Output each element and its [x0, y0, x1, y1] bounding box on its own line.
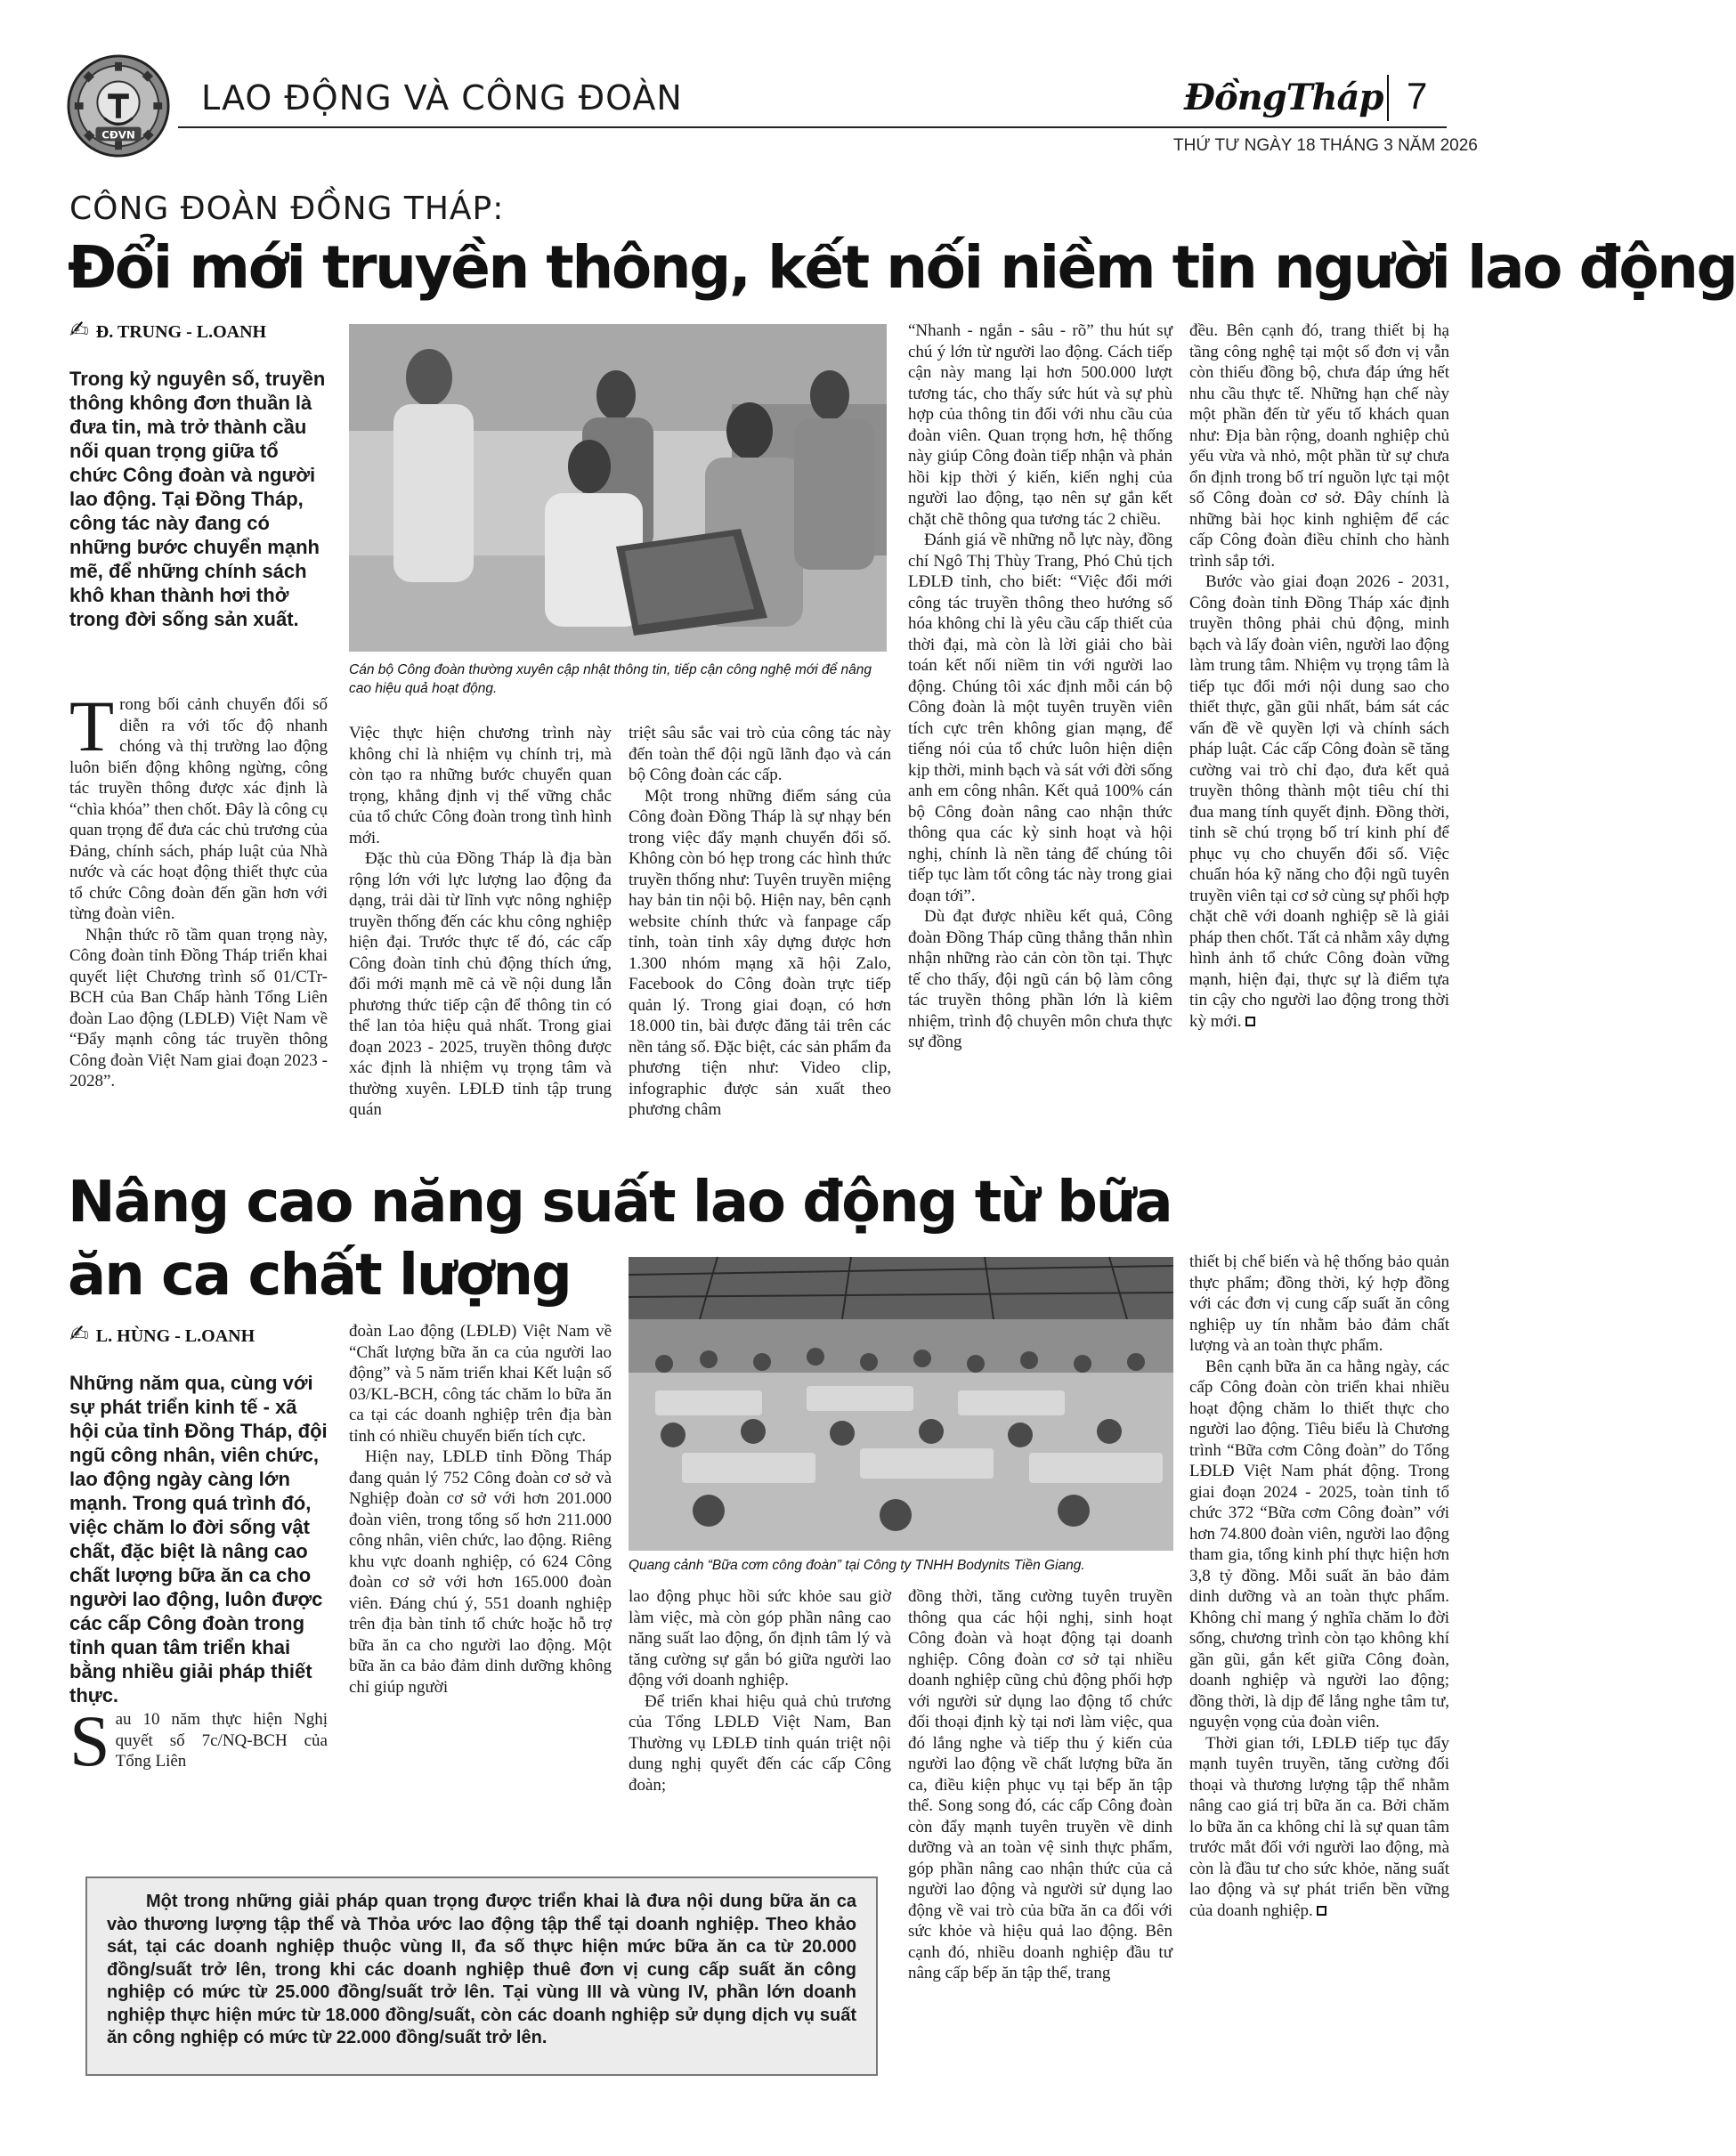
svg-text:CĐVN: CĐVN — [101, 128, 135, 142]
closing-text: Thời gian tới, LĐLĐ tiếp tục đẩy mạnh tuyên truyền, tăng cường đối thoại và thương lượng tập thể nhằm nâng cao giá trị bữa ăn ca. Bởi chăm lo bữa ăn ca không chỉ là sự quan tâm trước mắt đối với người lao động, mà còn là đầu tư cho sức khỏe, năng suất lao động và sự phát triển bền vững của doanh nghiệp. — [1189, 1733, 1449, 1920]
paragraph — [1189, 1733, 1449, 1922]
article1-column-1 — [69, 685, 328, 1092]
article1-column-3 — [629, 723, 891, 1121]
paragraph: Một trong những điểm sáng của Công đoàn Đồng Tháp là sự nhạy bén trong việc đẩy mạnh chuyển đổi số. Không còn bó hẹp trong các hình thức truyền thống như: Tuyên truyền miệng hay bản tin nội bộ. Hiện nay, bên cạnh website chính thức và fanpage cấp tỉnh, toàn tỉnh xây dựng được hơn 1.300 nhóm mạng xã hội Zalo, Facebook do Công đoàn trực tiếp quản lý. Trong giai đoạn, có hơn 18.000 tin, bài được đăng tải trên các nền tảng số. Đặc biệt, các sản phẩm đa phương tiện như: Video clip, infographic được sản xuất theo phương châm — [629, 786, 891, 1119]
paragraph: đều. Bên cạnh đó, trang thiết bị hạ tầng công nghệ tại một số đơn vị vẫn còn thiếu đồng bộ, chưa đáp ứng hết nhu cầu thực tế. Những hạn chế này một phần đến từ yếu tố khách quan như: Địa bàn rộng, doanh nghiệp chủ yếu vừa và nhỏ, một phần từ sự chưa ổn định trong bố trí nguồn lực tại một số Công đoàn cơ sở. Đây chính là những bài học kinh nghiệm để các cấp Công đoàn điều chỉnh cho hành trình sắp tới. — [1189, 321, 1449, 571]
article2-photo-caption: Quang cảnh “Bữa cơm công đoàn” tại Công ty TNHH Bodynits Tiền Giang. — [629, 1558, 1085, 1573]
article2-column-1 — [69, 1700, 328, 1781]
article2-author: L. HÙNG - L.OANH — [95, 1326, 256, 1346]
article2-headline: Nâng cao năng suất lao động từ bữa ăn ca chất lượng — [68, 1170, 1172, 1309]
article2-column-4 — [908, 1586, 1172, 1984]
paragraph: Đánh giá về những nỗ lực này, đồng chí Ngô Thị Thùy Trang, Phó Chủ tịch LĐLĐ tỉnh, cho biết: “Việc đổi mới công tác truyền thông theo hướng số hóa không chỉ là yêu cầu cấp thiết của thời đại, mà còn là lời giải cho bài toán kết nối niềm tin với người lao động. Chúng tôi xác định mỗi cán bộ Công đoàn là một tuyên truyền viên tích cực trên không gian mạng, để tiếng nói của tổ chức luôn hiện diện kịp thời, minh bạch và sát với đời sống anh em công nhân. Kết quả 100% cán bộ Công đoàn nâng cao nhận thức thông qua các kỳ sinh hoạt và hội nghị, chính là nền tảng để chúng tôi tiếp tục làm tốt công tác này trong giai đoạn tới”. — [908, 531, 1172, 905]
union-emblem-logo — [66, 53, 171, 158]
paragraph: triệt sâu sắc vai trò của công tác này đến toàn thể đội ngũ lãnh đạo và cán bộ Công đoàn các cấp. — [629, 724, 891, 784]
paragraph: Bên cạnh bữa ăn ca hằng ngày, các cấp Công đoàn còn triển khai nhiều hoạt động chăm lo thiết thực cho người lao động. Tiêu biểu là Chương trình “Bữa cơm Công đoàn” do Tổng LĐLĐ Việt Nam phát động. Trong giai đoạn 2024 - 2025, toàn tỉnh tổ chức 372 “Bữa cơm Công đoàn” với hơn 74.800 đoàn viên, người lao động tham gia, tổng kinh phí thực hiện hơn 3,8 tỷ đồng. Mỗi suất ăn bảo đảm dinh dưỡng và an toàn thực phẩm. Không chỉ mang ý nghĩa chăm lo đời sống, chương trình còn tạo không khí gần gũi, gắn kết giữa Công đoàn, doanh nghiệp và người lao động; đồng thời, là dịp để lắng nghe tâm tư, nguyện vọng của đoàn viên. — [1189, 1357, 1449, 1731]
paragraph: Dù đạt được nhiều kết quả, Công đoàn Đồng Tháp cũng thẳng thắn nhìn nhận những rào cản còn tồn tại. Thực tế cho thấy, đội ngũ cán bộ làm công tác truyền thông phần lớn là kiêm nhiệm, trình độ chuyên môn chưa thực sự đồng — [908, 907, 1172, 1051]
paragraph: Nhận thức rõ tầm quan trọng này, Công đoàn tỉnh Đồng Tháp triển khai quyết liệt Chương trình số 01/CTr-BCH của Ban Chấp hành Tổng Liên đoàn Lao động (LĐLĐ) Việt Nam về “Đẩy mạnh công tác truyền thông Công đoàn Việt Nam giai đoạn 2023 - 2028”. — [69, 925, 328, 1090]
article1-column-2 — [349, 723, 612, 1121]
end-mark-icon — [1317, 1906, 1326, 1916]
article2-column-3 — [629, 1586, 891, 1795]
dropcap: S — [69, 1700, 110, 1781]
article1-photo-caption: Cán bộ Công đoàn thường xuyên cập nhật thông tin, tiếp cận công nghệ mới để nâng cao hiệu quả hoạt động. — [349, 662, 872, 696]
article1-column-5 — [1189, 320, 1449, 1032]
paragraph: Việc thực hiện chương trình này không chỉ là nhiệm vụ chính trị, mà còn tạo ra những bước chuyển quan trọng, khẳng định vị thế vững chắc của tổ chức Công đoàn trong tình hình mới. — [349, 724, 612, 847]
paragraph — [1189, 571, 1449, 1032]
end-mark-icon — [1245, 1017, 1255, 1026]
article1-column-4 — [908, 320, 1172, 1053]
paragraph: Để triển khai hiệu quả chủ trương của Tổng LĐLĐ Việt Nam, Ban Thường vụ LĐLĐ tỉnh quán triệt nội dung nghị quyết đến các cấp Công đoàn; — [629, 1691, 891, 1795]
section-title: LAO ĐỘNG VÀ CÔNG ĐOÀN — [201, 78, 683, 118]
article1-kicker: CÔNG ĐOÀN ĐỒNG THÁP: — [69, 190, 505, 227]
paragraph: đoàn Lao động (LĐLĐ) Việt Nam về “Chất lượng bữa ăn ca của người lao động” và 5 năm triển khai Kết luận số 03/KL-BCH, công tác chăm lo bữa ăn ca tại các doanh nghiệp trên địa bàn tỉnh có nhiều chuyển biến tích cực. — [349, 1322, 612, 1446]
issue-date: THỨ TƯ NGÀY 18 THÁNG 3 NĂM 2026 — [1173, 136, 1478, 155]
page-number: 7 — [1407, 75, 1428, 117]
header-rule — [178, 126, 1447, 128]
paragraph: Hiện nay, LĐLĐ tỉnh Đồng Tháp đang quản lý 752 Công đoàn cơ sở và Nghiệp đoàn cơ sở với hơn 201.000 đoàn viên, trong tổng số hơn 211.000 công nhân, viên chức, lao động. Riêng khu vực doanh nghiệp, có 624 Công đoàn cơ sở với hơn 165.000 đoàn viên. Đáng chú ý, 551 doanh nghiệp trên địa bàn tỉnh tổ chức hoặc hỗ trợ bữa ăn ca cho người lao động. Một bữa ăn ca bảo đảm dinh dưỡng không chỉ giúp người — [349, 1447, 612, 1697]
article1-author: Đ. TRUNG - L.OANH — [95, 322, 267, 342]
article2-lede: Những năm qua, cùng với sự phát triển kinh tế - xã hội của tỉnh Đồng Tháp, đội ngũ công nhân, viên chức, lao động ngày càng lớn mạnh. Trong quá trình đó, việc chăm lo đời sống vật chất, đặc biệt là nâng cao chất lượng bữa ăn ca cho người lao động, luôn được các cấp Công đoàn trong tỉnh quan tâm triển khai bằng nhiều giải pháp thiết thực. — [69, 1372, 328, 1706]
paragraph: lao động phục hồi sức khỏe sau giờ làm việc, mà còn góp phần nâng cao năng suất lao động, ổn định tâm lý và tăng cường sự gắn bó giữa người lao động với doanh nghiệp. — [629, 1587, 891, 1690]
article1-headline: Đổi mới truyền thông, kết nối niềm tin người lao động — [68, 233, 1736, 302]
article1-lede: Trong kỷ nguyên số, truyền thông không đơn thuần là đưa tin, mà trở thành cầu nối quan trọng giữa tổ chức Công đoàn và người lao động. Tại Đồng Tháp, công tác này đang có những bước chuyển mạnh mẽ, để những chính sách khô khan thành hơi thở trong đời sống sản xuất. — [69, 368, 326, 630]
article1-photo — [349, 324, 887, 652]
highlight-box: Một trong những giải pháp quan trọng được triển khai là đưa nội dung bữa ăn ca vào thương lượng tập thể và Thỏa ước lao động tập thể tại doanh nghiệp. Theo khảo sát, tại các doanh nghiệp thuộc vùng II, đa số thực hiện mức bữa ăn ca từ 20.000 đồng/suất trở lên, trong khi các doanh nghiệp thuê đơn vị cung cấp suất ăn công nghiệp có mức từ 25.000 đồng/suất trở lên. Tại vùng III và vùng IV, phần lớn doanh nghiệp thực hiện mức từ 18.000 đồng/suất, còn các doanh nghiệp sử dụng dịch vụ suất ăn công nghiệp có mức từ 22.000 đồng/suất trở lên. — [85, 1876, 878, 2076]
paragraph: au 10 năm thực hiện Nghị quyết số 7c/NQ-BCH của Tổng Liên — [115, 1710, 328, 1771]
article2-photo — [629, 1257, 1173, 1551]
paragraph: “Nhanh - ngắn - sâu - rõ” thu hút sự chú ý lớn từ người lao động. Cách tiếp cận này mang lại hơn 500.000 lượt tương tác, cho thấy sức hút và sự phù hợp của thông tin đối với nhu cầu của đoàn viên. Quan trọng hơn, hệ thống này giúp Công đoàn tiếp nhận và phản hồi kịp thời ý kiến, kiến nghị của người lao động, tạo nên sự gắn kết chặt chẽ thông qua tương tác 2 chiều. — [908, 321, 1172, 529]
paragraph: rong bối cảnh chuyển đổi số diễn ra với tốc độ nhanh chóng và thị trường lao động luôn biến động không ngừng, công tác truyền thông được xác định là “chìa khóa” then chốt. Đây là công cụ quan trọng để đưa các chủ trương của Đảng, chính sách, pháp luật của Nhà nước và các hoạt động thiết thực của tổ chức Công đoàn đến gần hơn với từng đoàn viên. — [69, 695, 328, 923]
newspaper-masthead: ĐồngTháp — [1184, 77, 1383, 118]
article1-byline — [69, 317, 266, 344]
pen-icon: ✍ — [69, 1321, 89, 1348]
closing-text: Bước vào giai đoạn 2026 - 2031, Công đoàn tỉnh Đồng Tháp xác định truyền thông phải chủ động, minh bạch và lấy đoàn viên, người lao động làm trung tâm. Nhiệm vụ trọng tâm là tiếp tục đổi mới nội dung sao cho thiết thực, gần gũi nhất, bám sát các vấn đề về quyền lợi và chính sách pháp luật. Các cấp Công đoàn sẽ tăng cường vai trò chỉ đạo, đưa kết quả truyền thông thành một tiêu chí thi đua mang tính quyết định. Đồng thời, tỉnh sẽ chú trọng bố trí kinh phí để phục vụ cho chuyển đổi số. Việc chuẩn hóa kỹ năng cho đội ngũ tuyên truyền viên tại cơ sở cùng sự phối hợp chặt chẽ với doanh nghiệp sẽ là giải pháp then chốt. Tất cả nhằm xây dựng hình ảnh tổ chức Công đoàn vững mạnh, hiện đại, thực sự là điểm tựa tin cậy cho người lao động trong thời kỳ mới. — [1189, 572, 1449, 1031]
page-number-divider — [1387, 75, 1389, 121]
article2-byline — [69, 1321, 255, 1348]
dropcap: T — [69, 685, 115, 766]
paragraph: thiết bị chế biến và hệ thống bảo quản thực phẩm; đồng thời, ký hợp đồng với các đơn vị cung cấp suất ăn công nghiệp uy tín nhằm bảo đảm chất lượng và an toàn thực phẩm. — [1189, 1252, 1449, 1355]
article2-column-2 — [349, 1321, 612, 1698]
pen-icon: ✍ — [69, 317, 89, 344]
paragraph: Đặc thù của Đồng Tháp là địa bàn rộng lớn với lực lượng lao động đa dạng, trải dài từ lĩnh vực nông nghiệp truyền thống đến các khu công nghiệp hiện đại. Trước thực tế đó, các cấp Công đoàn tỉnh chủ động thích ứng, đổi mới mạnh mẽ cả về nội dung lẫn phương thức tiếp cận để thông tin có thể lan tỏa hiệu quả nhất. Trong giai đoạn 2023 - 2025, truyền thông được xác định là nhiệm vụ trọng tâm và thường xuyên. LĐLĐ tỉnh tập trung quán — [349, 849, 612, 1119]
paragraph: đồng thời, tăng cường tuyên truyền thông qua các hội nghị, sinh hoạt Công đoàn và hoạt động tại doanh nghiệp. Công đoàn cơ sở tại nhiều doanh nghiệp cũng chủ động phối hợp với người sử dụng lao động tổ chức đối thoại định kỳ tại nơi làm việc, qua đó lắng nghe và tiếp thu ý kiến của người lao động về chất lượng bữa ăn ca, điều kiện phục vụ tại bếp ăn tập thể. Song song đó, các cấp Công đoàn còn đẩy mạnh tuyên truyền về dinh dưỡng và an toàn vệ sinh thực phẩm, góp phần nâng cao nhận thức của cả người lao động và người sử dụng lao động về vai trò của bữa ăn ca đối với sức khỏe và hiệu quả lao động. Bên cạnh đó, nhiều doanh nghiệp đầu tư nâng cấp bếp ăn tập thể, trang — [908, 1587, 1172, 1982]
article2-column-5 — [1189, 1252, 1449, 1921]
